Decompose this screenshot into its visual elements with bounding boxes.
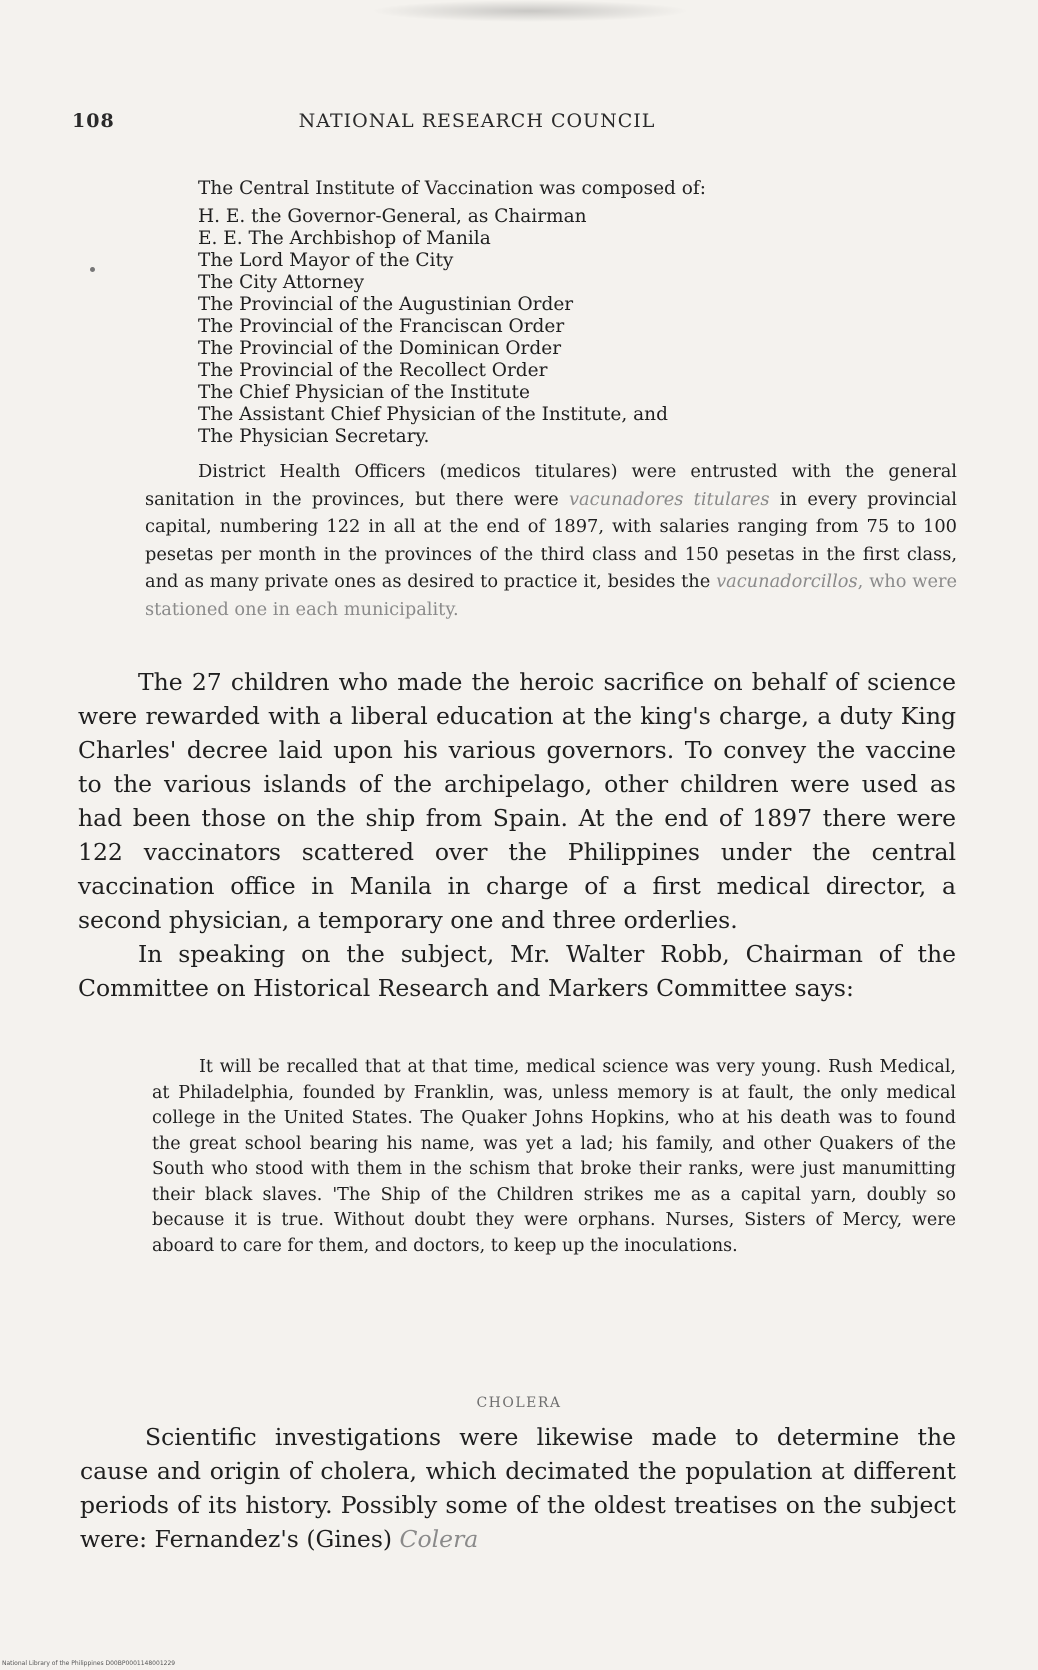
district-health-paragraph: [145, 458, 957, 623]
cholera-paragraph: [80, 1420, 956, 1556]
cholera-title-italic: Colera: [399, 1525, 479, 1553]
term-vacunadorcillos: vacunadorcillos: [716, 571, 858, 592]
cholera-text: Scientific investigations were likewise made to determine the cause and origin of cholera, which decimated the population at different periods of its history. Possibly some of the oldest treatises on the subject were: Fernandez's (Gines): [80, 1423, 956, 1553]
district-text-1: District Health Officers (medicos titulares) were entrusted with the general sanitation in the provinces, but there were: [145, 461, 957, 510]
member-item: The City Attorney: [198, 272, 365, 293]
member-item: The Chief Physician of the Institute: [198, 382, 530, 403]
district-text-3: , who were stationed one in each municipality.: [145, 571, 957, 620]
member-item: The Provincial of the Franciscan Order: [198, 316, 565, 337]
margin-dot: [90, 267, 95, 272]
scan-smudge: [370, 0, 690, 22]
children-text: The 27 children who made the heroic sacrifice on behalf of science were rewarded with a liberal education at the king's charge, a duty King Charles' decree laid upon his various governors. To convey the vaccine to the various islands of the archipelago, other children were used as had been those on the ship from Spain. At the end of 1897 there were 122 vaccinators scattered over the Philippines under the central vaccination office in Manila in charge of a first medical director, a second physician, a temporary one and three orderlies.: [78, 668, 956, 934]
member-item: The Lord Mayor of the City: [198, 250, 454, 271]
page-header: [72, 110, 882, 140]
member-item: The Assistant Chief Physician of the Institute, and: [198, 404, 668, 425]
page-number: 108: [72, 110, 115, 132]
children-paragraph: [78, 665, 956, 937]
member-item: The Provincial of the Augustinian Order: [198, 294, 574, 315]
quote-text: It will be recalled that at that time, medical science was very young. Rush Medical, at Philadelphia, founded by Franklin, was, unless memory is at fault, the only medical college in the United States. The Quaker Johns Hopkins, who at his death was to found the great school bearing his name, was yet a lad; his family, and other Quakers of the South who stood with them in the schism that broke their ranks, were just manumitting their black slaves. 'The Ship of the Children strikes me as a capital yarn, doubly so because it is true. Without doubt they were orphans. Nurses, Sisters of Mercy, were aboard to care for them, and doctors, to keep up the inoculations.: [152, 1057, 956, 1256]
member-item: The Provincial of the Recollect Order: [198, 360, 548, 381]
robb-text: In speaking on the subject, Mr. Walter Robb, Chairman of the Committee on Historical Research and Markers Committee says:: [78, 940, 956, 1002]
member-item: The Physician Secretary.: [198, 426, 430, 447]
intro-line: The Central Institute of Vaccination was composed of:: [198, 178, 706, 199]
member-list: [198, 206, 898, 448]
member-item: H. E. the Governor-General, as Chairman: [198, 206, 587, 227]
scan-footer: National Library of the Philippines D00BP0001148001229: [2, 1660, 176, 1667]
member-item: E. E. The Archbishop of Manila: [198, 228, 491, 249]
district-text-2: in every provincial capital, numbering 122 in all at the end of 1897, with salaries ranging from 75 to 100 pesetas per month in the provinces of the third class and 150 pesetas in the first class, and as many private ones as desired to practice it, besides the: [145, 488, 957, 592]
section-heading: CHOLERA: [476, 1395, 562, 1411]
member-item: The Provincial of the Dominican Order: [198, 338, 562, 359]
main-text: [78, 665, 956, 1005]
term-vacunadores: vacunadores titulares: [569, 488, 770, 510]
robb-paragraph: [78, 937, 956, 1005]
running-title: NATIONAL RESEARCH COUNCIL: [298, 110, 656, 132]
block-quote: [152, 1055, 956, 1259]
